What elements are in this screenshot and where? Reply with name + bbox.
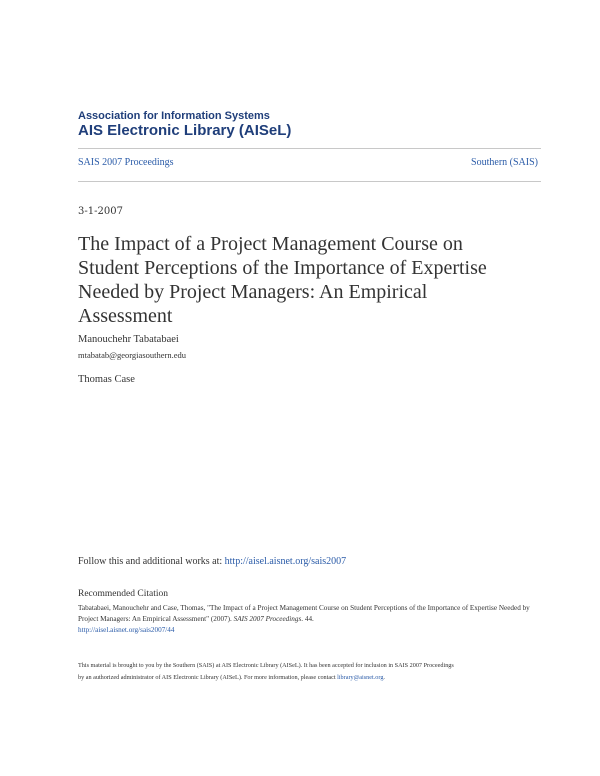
title-line: Assessment xyxy=(78,305,173,327)
footer-line-text: by an authorized administrator of AIS Electronic Library (AISeL). For more information, please contact xyxy=(78,674,338,681)
contact-email-link[interactable]: library@aisnet.org xyxy=(337,674,384,681)
title-line: The Impact of a Project Management Course on xyxy=(78,233,463,255)
publication-date: 3-1-2007 xyxy=(78,206,123,217)
footer-line xyxy=(78,672,533,684)
header-divider-top xyxy=(78,148,541,149)
citation-text xyxy=(78,603,533,636)
footer-notice xyxy=(78,660,533,684)
library-name[interactable]: AIS Electronic Library (AISeL) xyxy=(78,122,292,139)
title-line: Needed by Project Managers: An Empirical xyxy=(78,281,428,303)
author-name: Thomas Case xyxy=(78,374,135,385)
follow-link[interactable]: http://aisel.aisnet.org/sais2007 xyxy=(224,556,347,567)
footer-line-end: . xyxy=(383,674,385,681)
author-email[interactable]: mtabatab@georgiasouthern.edu xyxy=(78,350,186,360)
follow-text: Follow this and additional works at: xyxy=(78,556,225,567)
footer-line: This material is brought to you by the Southern (SAIS) at AIS Electronic Library (AISeL). It has been accepted for inclusion in SAIS 2007 Proceedings xyxy=(78,662,454,669)
author-name: Manouchehr Tabatabaei xyxy=(78,334,179,345)
title-line: Student Perceptions of the Importance of Expertise xyxy=(78,257,487,279)
header-divider-bottom xyxy=(78,181,541,182)
citation-link[interactable]: http://aisel.aisnet.org/sais2007/44 xyxy=(78,626,175,634)
paper-title xyxy=(78,232,518,328)
proceedings-link[interactable]: SAIS 2007 Proceedings xyxy=(78,157,174,168)
follow-works-line xyxy=(78,556,346,567)
citation-body: Tabatabaei, Manouchehr and Case, Thomas, "The Impact of a Project Management Course on Student Perceptions of the Importance of Expertise Needed by Project Managers: An Empirical Assessment" (2007). xyxy=(78,604,530,623)
recommended-citation-label: Recommended Citation xyxy=(78,589,168,599)
citation-venue: SAIS 2007 Proceedings xyxy=(233,615,302,623)
citation-suffix: . 44. xyxy=(301,615,314,623)
southern-sais-link[interactable]: Southern (SAIS) xyxy=(471,157,538,168)
organization-name: Association for Information Systems xyxy=(78,110,270,122)
